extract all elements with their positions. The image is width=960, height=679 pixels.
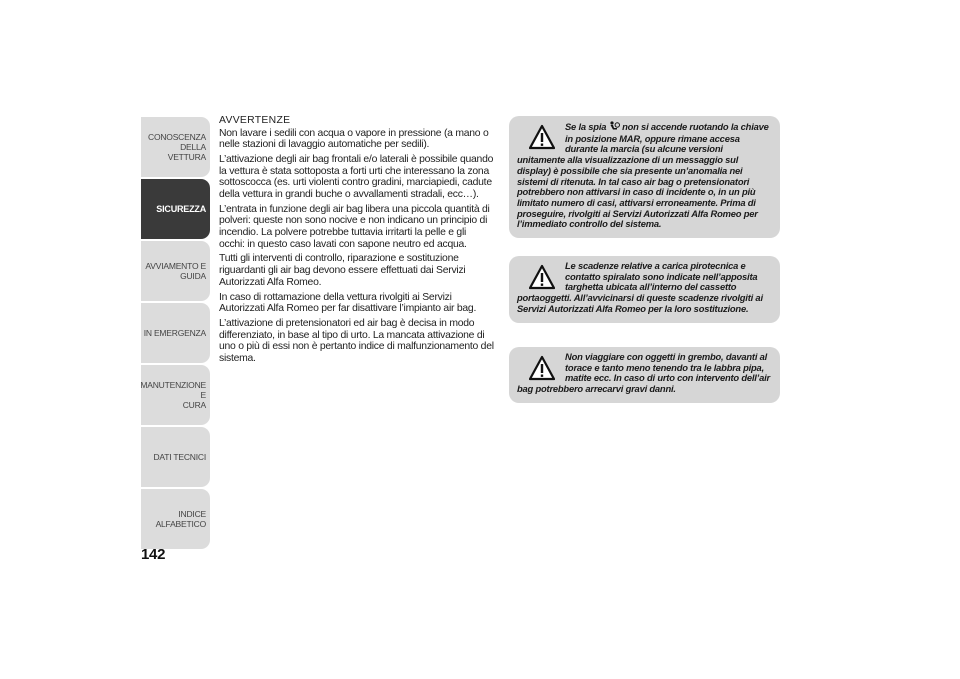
tab-conoscenza-della-vettura[interactable]	[141, 117, 210, 177]
paragraph: L’attivazione degli air bag frontali e/o laterali è possibile quando la vettura è stata sottoposta a forti urti che interessano la zona sottoscocca (es. urti violenti contro gradini, marciapiedi, cadute della vettura in grandi buche o avvallamenti stradali, ecc…).	[219, 154, 494, 200]
paragraph: L’attivazione di pretensionatori ed air bag è decisa in modo differenziato, in base al tipo di urto. La mancata attivazione di uno o più di essi non è pertanto indice di malfunzionamento del sistema.	[219, 317, 494, 364]
tab-in-emergenza[interactable]	[141, 303, 210, 363]
tab-label-line1: DATI TECNICI	[153, 452, 206, 462]
tab-avviamento-e-guida[interactable]	[141, 241, 210, 301]
warning-box-airbag-light	[509, 116, 780, 238]
warning-triangle-icon	[529, 355, 555, 381]
warning-text: Non viaggiare con oggetti in grembo, davanti al torace e tanto meno tenendo tra le labbra pipa, matite ecc. In caso di urto con intervento dell’air bag potrebbero arrecarvi gravi danni.	[517, 351, 770, 395]
warning-text-start: Se la spia	[565, 121, 609, 132]
tab-indice-alfabetico[interactable]	[141, 489, 210, 549]
warning-triangle-icon	[529, 264, 555, 290]
tab-manutenzione-e-cura[interactable]	[141, 365, 210, 425]
tab-label-line2: DELLA VETTURA	[167, 142, 206, 162]
warning-box-expiry	[509, 256, 780, 323]
warning-text: Le scadenze relative a carica pirotecnica e contatto spiralato sono indicate nell’apposita targhetta ubicata all’interno del cassetto portaoggetti. All’avvicinarsi di queste scadenze rivolgiti ai Servizi Autorizzati Alfa Romeo per la loro sostituzione.	[517, 260, 763, 314]
tab-dati-tecnici[interactable]	[141, 427, 210, 487]
tab-label-line1: MANUTENZIONE E	[140, 380, 206, 400]
paragraph: Tutti gli interventi di controllo, riparazione e sostituzione riguardanti gli air bag devono essere effettuati dai Servizi Autorizzati Alfa Romeo.	[219, 253, 466, 288]
warning-triangle-icon	[529, 124, 555, 150]
paragraph: Non lavare i sedili con acqua o vapore in pressione (a mano o nelle stazioni di lavaggio automatiche per sedili).	[219, 127, 489, 151]
tab-label-line1: SICUREZZA	[156, 204, 206, 214]
tab-label-line2: GUIDA	[180, 271, 206, 281]
warning-text-rest: non si accende ruotando la chiave in posizione MAR, oppure rimane accesa durante la marcia (su alcune versioni unitamente alla visualizzazione di un messaggio sul display) è possibile che sia presente un’anomalia nei sistemi di ritenuta. In tal caso air bag o pretensionatori potrebbero non attivarsi in caso di incidente o, in un più limitato numero di casi, attivarsi erroneamente. Prima di proseguire, rivolgiti ai Servizi Autorizzati Alfa Romeo per l’immediato controllo del sistema.	[517, 121, 769, 230]
paragraph: In caso di rottamazione della vettura rivolgiti ai Servizi Autorizzati Alfa Romeo per far disattivare l’impianto air bag.	[219, 291, 477, 315]
tab-label-line2: CURA	[182, 400, 206, 410]
warnings-text-column	[219, 115, 494, 368]
tab-label-line1: INDICE ALFABETICO	[155, 509, 206, 529]
tab-label-line1: CONOSCENZA	[148, 132, 206, 142]
tab-label-line1: AVVIAMENTO E	[145, 261, 206, 271]
paragraph: L’entrata in funzione degli air bag libera una piccola quantità di polveri: queste non sono nocive e non indicano un principio di incendio. La polvere potrebbe tuttavia irritarti la pelle e gli occhi: in questo caso lavati con sapone neutro ed acqua.	[219, 203, 490, 250]
tab-sicurezza[interactable]	[141, 179, 210, 239]
tab-label-line1: IN EMERGENZA	[143, 328, 206, 338]
section-heading: AVVERTENZE	[219, 115, 291, 126]
page-number: 142	[141, 546, 166, 563]
warning-box-objects	[509, 347, 780, 403]
warning-text	[517, 121, 772, 230]
